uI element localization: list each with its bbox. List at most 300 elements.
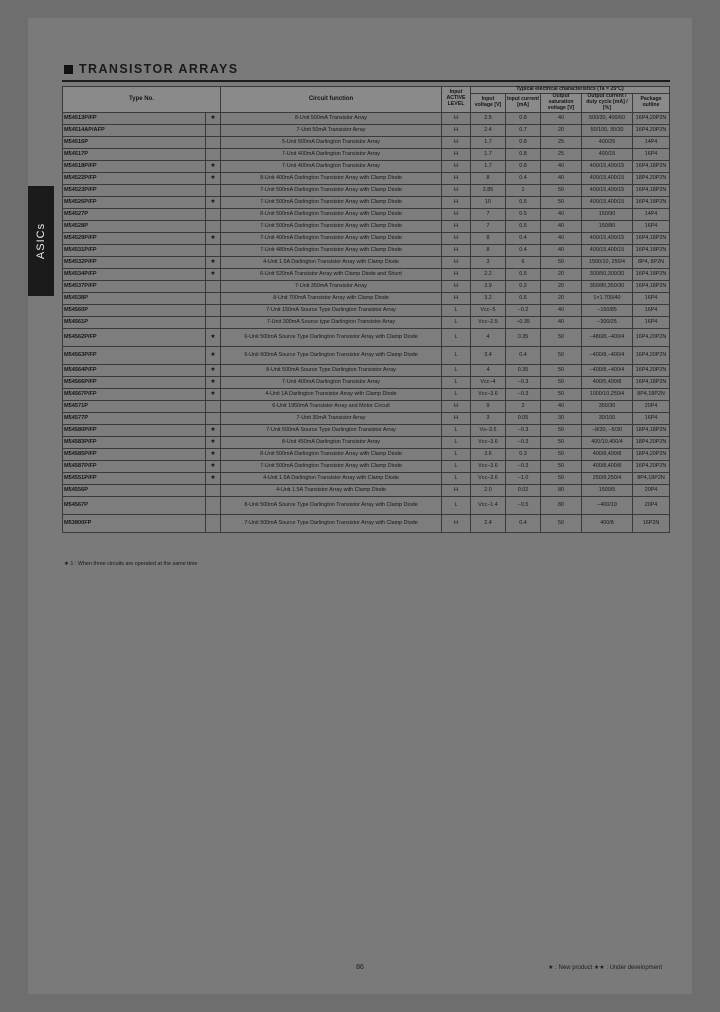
table-row <box>63 424 670 436</box>
cell-input-voltage: 8 <box>471 244 506 256</box>
cell-package: 16P4,20P2N <box>633 346 670 364</box>
cell-type-no: M54585P/FP <box>63 448 206 460</box>
cell-output-current: −400/8,−400/4 <box>582 364 633 376</box>
cell-input-voltage: 2.2 <box>471 268 506 280</box>
cell-new-product-marker <box>206 412 221 424</box>
cell-circuit-function: 6-Unit 520mA Transistor Array with Clamp Diode and Shunt <box>221 268 442 280</box>
cell-package: 16P4,20P2N <box>633 328 670 346</box>
cell-circuit-function: 8-Unit 700mA Transistor Array with Clamp Diode <box>221 292 442 304</box>
cell-output-sat-voltage: 50 <box>541 184 582 196</box>
page-title <box>64 62 238 76</box>
cell-circuit-function: 8-Unit 500mA Transistor Array <box>221 112 442 124</box>
cell-circuit-function: 8-Unit 500mA Darlington Transistor Array with Clamp Diode <box>221 208 442 220</box>
cell-type-no: M54564P/FP <box>63 364 206 376</box>
cell-output-current: 400/15,400/15 <box>582 232 633 244</box>
cell-input-current: 2 <box>506 400 541 412</box>
cell-package: 16P4,18P2N <box>633 268 670 280</box>
cell-input-voltage: 3.4 <box>471 346 506 364</box>
cell-input-voltage: 2.4 <box>471 124 506 136</box>
cell-new-product-marker: ★ <box>206 472 221 484</box>
cell-output-sat-voltage: 80 <box>541 496 582 514</box>
table-row <box>63 388 670 400</box>
cell-type-no: M54560P <box>63 304 206 316</box>
cell-circuit-function: 7-Unit 500mA Darlington Transistor Array with Clamp Diode <box>221 220 442 232</box>
cell-input-current: 0.35 <box>506 364 541 376</box>
table-row <box>63 268 670 280</box>
cell-input-active-level: H <box>442 172 471 184</box>
cell-input-current: 0.4 <box>506 172 541 184</box>
cell-input-current: −0.3 <box>506 376 541 388</box>
cell-circuit-function: 6-Unit 600mA Source Type Darlington Transistor Array with Clamp Diode <box>221 346 442 364</box>
cell-circuit-function: 4-Unit 1.5A Transistor Array with Clamp Diode <box>221 484 442 496</box>
cell-input-current: 0.5 <box>506 268 541 280</box>
cell-input-active-level: L <box>442 472 471 484</box>
cell-output-current: −150/85 <box>582 304 633 316</box>
cell-input-voltage: 3.2 <box>471 292 506 304</box>
table-row <box>63 484 670 496</box>
cell-package: 16P4,18P2N <box>633 376 670 388</box>
cell-input-active-level: H <box>442 112 471 124</box>
col-input-active-level: Input ACTIVE LEVEL <box>442 87 471 113</box>
cell-input-voltage: Vcc−2.5 <box>471 316 506 328</box>
cell-new-product-marker: ★ <box>206 256 221 268</box>
cell-type-no: M54531P/FP <box>63 244 206 256</box>
cell-package: 16P4 <box>633 316 670 328</box>
cell-input-active-level: L <box>442 388 471 400</box>
cell-output-sat-voltage: 40 <box>541 304 582 316</box>
cell-output-sat-voltage: 50 <box>541 514 582 532</box>
cell-circuit-function: 7-Unit 500mA Darlington Transistor Array with Clamp Diode <box>221 184 442 196</box>
cell-circuit-function: 6-Unit 1950mA Transistor Array and Motor Circuit <box>221 400 442 412</box>
cell-new-product-marker: ★ <box>206 460 221 472</box>
cell-new-product-marker: ★ <box>206 328 221 346</box>
cell-input-active-level: H <box>442 292 471 304</box>
cell-package: 14P4 <box>633 136 670 148</box>
cell-output-current: 400/8 <box>582 514 633 532</box>
cell-output-current: 400/15,400/15 <box>582 196 633 208</box>
cell-input-voltage: 3 <box>471 412 506 424</box>
cell-input-active-level: H <box>442 412 471 424</box>
col-output-current: Output current / duty cycle [mA] / [%] <box>582 93 633 112</box>
cell-circuit-function: 6-Unit 500mA Source Type Darlington Transistor Array with Clamp Diode <box>221 328 442 346</box>
cell-output-current: 400/25 <box>582 136 633 148</box>
cell-output-sat-voltage: 40 <box>541 172 582 184</box>
cell-package: 16P4 <box>633 304 670 316</box>
cell-package: 18P4,18P2N <box>633 424 670 436</box>
cell-input-current: 0.5 <box>506 208 541 220</box>
cell-package: 20P4 <box>633 496 670 514</box>
legend-note: ★ : New product ★★ : Under development <box>548 965 662 971</box>
cell-package: 20P4 <box>633 400 670 412</box>
cell-input-voltage: 4 <box>471 328 506 346</box>
cell-input-current: −0.35 <box>506 316 541 328</box>
cell-input-current: 0.2 <box>506 280 541 292</box>
cell-input-voltage: Vs−3.5 <box>471 424 506 436</box>
col-input-voltage: Input voltage [V] <box>471 93 506 112</box>
cell-input-current: 0.05 <box>506 412 541 424</box>
cell-package: 14P4 <box>633 208 670 220</box>
section-tab-label: ASICs <box>35 222 47 260</box>
cell-output-sat-voltage: 50 <box>541 364 582 376</box>
cell-output-sat-voltage: 25 <box>541 148 582 160</box>
cell-type-no: M54528P <box>63 220 206 232</box>
cell-input-voltage: 2.4 <box>471 514 506 532</box>
cell-type-no: M54561P <box>63 316 206 328</box>
cell-type-no: M54567P/FP <box>63 388 206 400</box>
cell-input-active-level: H <box>442 232 471 244</box>
cell-package: 18P4,20P2N <box>633 172 670 184</box>
cell-input-active-level: H <box>442 220 471 232</box>
cell-input-active-level: H <box>442 280 471 292</box>
cell-input-active-level: L <box>442 496 471 514</box>
cell-input-voltage: 1.7 <box>471 160 506 172</box>
cell-input-current: 0.4 <box>506 346 541 364</box>
cell-output-sat-voltage: 50 <box>541 346 582 364</box>
cell-new-product-marker <box>206 148 221 160</box>
cell-input-voltage: Vcc−4 <box>471 376 506 388</box>
table-row <box>63 136 670 148</box>
cell-circuit-function: 7-Unit 50mA Transistor Array <box>221 124 442 136</box>
cell-output-sat-voltage: 20 <box>541 280 582 292</box>
cell-new-product-marker: ★ <box>206 424 221 436</box>
cell-output-current: 30/100 <box>582 412 633 424</box>
cell-output-current: 150/90 <box>582 208 633 220</box>
cell-output-sat-voltage: 50 <box>541 328 582 346</box>
cell-input-active-level: H <box>442 256 471 268</box>
cell-new-product-marker: ★ <box>206 232 221 244</box>
cell-new-product-marker <box>206 220 221 232</box>
cell-package: 16P4 <box>633 220 670 232</box>
cell-input-current: 0.7 <box>506 124 541 136</box>
cell-output-current: 50/100, 30/30 <box>582 124 633 136</box>
cell-type-no: M54556P <box>63 484 206 496</box>
cell-input-voltage: Vcc−1.4 <box>471 496 506 514</box>
cell-type-no: M54514AP/AFP <box>63 124 206 136</box>
document-page <box>28 18 692 994</box>
cell-input-current: 0.4 <box>506 514 541 532</box>
section-tab <box>28 186 54 296</box>
cell-new-product-marker <box>206 292 221 304</box>
cell-type-no: M54522P/FP <box>63 172 206 184</box>
cell-input-voltage: Vcc−5 <box>471 304 506 316</box>
cell-output-sat-voltage: 40 <box>541 112 582 124</box>
cell-circuit-function: 7-Unit 350mA Transistor Array <box>221 280 442 292</box>
cell-input-active-level: L <box>442 376 471 388</box>
table-row <box>63 196 670 208</box>
cell-output-sat-voltage: 20 <box>541 124 582 136</box>
cell-circuit-function: 7-Unit 400mA Darlington Transistor Array with Clamp Diode <box>221 232 442 244</box>
cell-input-voltage: 2.0 <box>471 484 506 496</box>
cell-new-product-marker: ★ <box>206 112 221 124</box>
cell-output-sat-voltage: 40 <box>541 244 582 256</box>
cell-package: 16P4,18P2N <box>633 280 670 292</box>
cell-package: 16P4,20P2N <box>633 112 670 124</box>
cell-package: 8P4, 8P2N <box>633 256 670 268</box>
cell-input-active-level: L <box>442 436 471 448</box>
cell-output-sat-voltage: 20 <box>541 268 582 280</box>
cell-circuit-function: 7-Unit 400mA Darlington Transistor Array <box>221 376 442 388</box>
cell-input-current: 0.5 <box>506 196 541 208</box>
cell-package: 8P4,18P2N <box>633 472 670 484</box>
cell-type-no: M54566P/FP <box>63 376 206 388</box>
page-number: 86 <box>356 964 364 971</box>
cell-circuit-function: 4-Unit 1A Darlington Transistor Array with Clamp Diode <box>221 388 442 400</box>
cell-new-product-marker <box>206 244 221 256</box>
cell-type-no: M54537P/FP <box>63 280 206 292</box>
cell-input-voltage: 7 <box>471 208 506 220</box>
cell-output-current: 350/30 <box>582 400 633 412</box>
cell-input-current: 0.6 <box>506 292 541 304</box>
cell-output-sat-voltage: 50 <box>541 256 582 268</box>
cell-new-product-marker: ★ <box>206 172 221 184</box>
table-row <box>63 304 670 316</box>
table-row <box>63 448 670 460</box>
cell-circuit-function: 5-Unit 500mA Darlington Transistor Array <box>221 136 442 148</box>
cell-output-current: 350/80,350/30 <box>582 280 633 292</box>
table-row <box>63 280 670 292</box>
cell-output-sat-voltage: 80 <box>541 484 582 496</box>
cell-circuit-function: 7-Unit 300mA Source type Darlington Transistor Array <box>221 316 442 328</box>
cell-output-current: 1500/10, 250/4 <box>582 256 633 268</box>
table-row <box>63 184 670 196</box>
cell-type-no: M54513P/FP <box>63 112 206 124</box>
cell-input-current: −0.3 <box>506 424 541 436</box>
cell-output-current: 400/10,400/4 <box>582 436 633 448</box>
table-row <box>63 364 670 376</box>
table-row <box>63 496 670 514</box>
cell-circuit-function: 8-Unit 500mA Source Type Darlington Transistor Array with Clamp Diode <box>221 496 442 514</box>
cell-output-sat-voltage: 40 <box>541 316 582 328</box>
cell-new-product-marker <box>206 280 221 292</box>
table-row <box>63 256 670 268</box>
cell-circuit-function: 7-Unit 400mA Darlington Transistor Array <box>221 160 442 172</box>
cell-output-sat-voltage: 40 <box>541 208 582 220</box>
cell-type-no: M54526P/FP <box>63 196 206 208</box>
cell-output-sat-voltage: 50 <box>541 472 582 484</box>
cell-input-voltage: 2.85 <box>471 184 506 196</box>
table-row <box>63 232 670 244</box>
cell-input-voltage: Vcc−3.6 <box>471 472 506 484</box>
title-rule <box>62 80 670 82</box>
cell-new-product-marker <box>206 124 221 136</box>
col-output-sat-voltage: Output saturation voltage [V] <box>541 93 582 112</box>
cell-circuit-function: 7-Unit 480mA Darlington Transistor Array with Clamp Diode <box>221 244 442 256</box>
cell-input-active-level: H <box>442 160 471 172</box>
cell-input-voltage: 3.6 <box>471 448 506 460</box>
table-row <box>63 172 670 184</box>
cell-type-no: M54580P/FP <box>63 424 206 436</box>
cell-output-sat-voltage: 50 <box>541 460 582 472</box>
table-row <box>63 376 670 388</box>
cell-input-voltage: 8 <box>471 172 506 184</box>
cell-input-voltage: 1.7 <box>471 148 506 160</box>
cell-package: 16P4,20P2N <box>633 460 670 472</box>
cell-input-active-level: H <box>442 208 471 220</box>
cell-package: 16P2N <box>633 514 670 532</box>
cell-circuit-function: 7-Unit 500mA Source Type Darlington Transistor Array with Clamp Diode <box>221 514 442 532</box>
cell-input-current: −0.3 <box>506 388 541 400</box>
transistor-array-table <box>62 86 670 533</box>
cell-circuit-function: 8-Unit 500mA Darlington Transistor Array with Clamp Diode <box>221 448 442 460</box>
cell-input-active-level: H <box>442 124 471 136</box>
cell-output-sat-voltage: 50 <box>541 436 582 448</box>
table-row <box>63 460 670 472</box>
cell-type-no: M54516P <box>63 136 206 148</box>
cell-new-product-marker <box>206 484 221 496</box>
cell-circuit-function: 4-Unit 1.5A Darlington Transistor Array with Clamp Diode <box>221 256 442 268</box>
cell-type-no: M54517P <box>63 148 206 160</box>
cell-input-active-level: L <box>442 304 471 316</box>
cell-new-product-marker <box>206 514 221 532</box>
cell-input-current: −0.3 <box>506 460 541 472</box>
cell-type-no: M54534P/FP <box>63 268 206 280</box>
cell-input-active-level: H <box>442 400 471 412</box>
cell-output-current: −480/8,−400/4 <box>582 328 633 346</box>
cell-new-product-marker: ★ <box>206 388 221 400</box>
cell-new-product-marker: ★ <box>206 346 221 364</box>
cell-output-sat-voltage: 30 <box>541 412 582 424</box>
cell-output-current: 1500/5 <box>582 484 633 496</box>
table-row <box>63 472 670 484</box>
cell-package: 18P4,20P2N <box>633 436 670 448</box>
cell-circuit-function: 4-Unit 1.5A Darlington Transistor Array with Clamp Diode <box>221 472 442 484</box>
cell-type-no: M54562P/FP <box>63 328 206 346</box>
cell-type-no: M54583P/FP <box>63 436 206 448</box>
cell-package: 16P4,18P2N <box>633 232 670 244</box>
cell-new-product-marker <box>206 304 221 316</box>
cell-type-no: M54563P/FP <box>63 346 206 364</box>
cell-output-current: 1000/10,250/4 <box>582 388 633 400</box>
cell-new-product-marker <box>206 208 221 220</box>
cell-output-sat-voltage: 50 <box>541 388 582 400</box>
cell-input-active-level: L <box>442 448 471 460</box>
col-type-no: Type No. <box>63 87 221 113</box>
cell-output-current: 400/5,400/8 <box>582 376 633 388</box>
cell-input-active-level: L <box>442 346 471 364</box>
cell-output-current: −400/10 <box>582 496 633 514</box>
cell-input-current: 0.5 <box>506 220 541 232</box>
cell-input-active-level: H <box>442 196 471 208</box>
table-row <box>63 346 670 364</box>
cell-input-active-level: L <box>442 316 471 328</box>
cell-input-active-level: L <box>442 460 471 472</box>
col-package: Package outline <box>633 93 670 112</box>
cell-new-product-marker <box>206 496 221 514</box>
cell-output-current: 400/15 <box>582 148 633 160</box>
table-row <box>63 220 670 232</box>
cell-type-no: M54529P/FP <box>63 232 206 244</box>
cell-input-current: 0.8 <box>506 136 541 148</box>
cell-circuit-function: 8-Unit 400mA Darlington Transistor Array with Clamp Diode <box>221 172 442 184</box>
cell-new-product-marker <box>206 400 221 412</box>
table-header <box>63 87 670 113</box>
cell-input-voltage: 3 <box>471 256 506 268</box>
cell-output-current: 400/15,400/15 <box>582 244 633 256</box>
cell-input-active-level: H <box>442 184 471 196</box>
cell-circuit-function: 7-Unit 500mA Darlington Transistor Array with Clamp Diode <box>221 460 442 472</box>
cell-output-sat-voltage: 40 <box>541 220 582 232</box>
cell-output-current: −300/25 <box>582 316 633 328</box>
cell-package: 16P4,20P2N <box>633 124 670 136</box>
cell-input-voltage: 10 <box>471 196 506 208</box>
cell-type-no: M54577P <box>63 412 206 424</box>
table-row <box>63 316 670 328</box>
table-row <box>63 328 670 346</box>
cell-new-product-marker: ★ <box>206 196 221 208</box>
cell-output-current: 1×1 700/40 <box>582 292 633 304</box>
cell-input-active-level: L <box>442 364 471 376</box>
cell-output-current: 400/15,400/15 <box>582 160 633 172</box>
cell-output-current: −8/30, −5/30 <box>582 424 633 436</box>
cell-package: 16P4 <box>633 292 670 304</box>
cell-input-current: 0.8 <box>506 112 541 124</box>
cell-input-current: −0.2 <box>506 304 541 316</box>
cell-input-active-level: H <box>442 136 471 148</box>
cell-output-sat-voltage: 40 <box>541 232 582 244</box>
cell-output-current: −400/8,−400/4 <box>582 346 633 364</box>
cell-output-sat-voltage: 20 <box>541 292 582 304</box>
cell-input-current: 0.02 <box>506 484 541 496</box>
cell-input-voltage: 2.5 <box>471 112 506 124</box>
cell-circuit-function: 7-Unit 500mA Source Type Darlington Transistor Array <box>221 424 442 436</box>
cell-output-current: 150/80 <box>582 220 633 232</box>
cell-package: 16P4,18P2N <box>633 244 670 256</box>
cell-input-current: 1 <box>506 184 541 196</box>
cell-input-voltage: 1.7 <box>471 136 506 148</box>
cell-type-no: M54551P/FP <box>63 472 206 484</box>
cell-package: 16P4,18P2N <box>633 196 670 208</box>
cell-package: 18P4,20P2N <box>633 448 670 460</box>
cell-output-current: 500/30, 400/60 <box>582 112 633 124</box>
table-row <box>63 244 670 256</box>
page-title-text: TRANSISTOR ARRAYS <box>79 62 239 76</box>
cell-input-current: 0.3 <box>506 448 541 460</box>
cell-input-active-level: H <box>442 484 471 496</box>
cell-package: 16P4,18P2N <box>633 184 670 196</box>
cell-type-no: M54523P/FP <box>63 184 206 196</box>
cell-package: 16P4 <box>633 148 670 160</box>
cell-package: 16P4 <box>633 412 670 424</box>
cell-output-sat-voltage: 40 <box>541 400 582 412</box>
cell-new-product-marker <box>206 184 221 196</box>
cell-input-voltage: 7 <box>471 220 506 232</box>
cell-output-current: 400/8,400/8 <box>582 448 633 460</box>
cell-type-no: M54518P/FP <box>63 160 206 172</box>
cell-output-current: 300/50,300/30 <box>582 268 633 280</box>
cell-output-sat-voltage: 50 <box>541 448 582 460</box>
cell-input-active-level: L <box>442 328 471 346</box>
bullet-square-icon <box>64 65 73 74</box>
cell-new-product-marker <box>206 136 221 148</box>
cell-input-current: 6 <box>506 256 541 268</box>
table-row <box>63 160 670 172</box>
cell-output-current: 400/8,400/8 <box>582 460 633 472</box>
table-body <box>63 112 670 532</box>
cell-output-current: 250/8,250/4 <box>582 472 633 484</box>
cell-input-current: 0.4 <box>506 244 541 256</box>
table-row <box>63 112 670 124</box>
cell-circuit-function: 7-Unit 30mA Transistor Array <box>221 412 442 424</box>
cell-new-product-marker <box>206 316 221 328</box>
cell-input-current: 0.8 <box>506 160 541 172</box>
table-row <box>63 208 670 220</box>
cell-input-voltage: 8 <box>471 232 506 244</box>
table-footnote: ★ 1 : When three circuits are operated at the same time <box>64 561 198 567</box>
cell-input-active-level: L <box>442 424 471 436</box>
table-row <box>63 400 670 412</box>
cell-input-current: 0.4 <box>506 232 541 244</box>
cell-output-current: 400/15,400/15 <box>582 172 633 184</box>
